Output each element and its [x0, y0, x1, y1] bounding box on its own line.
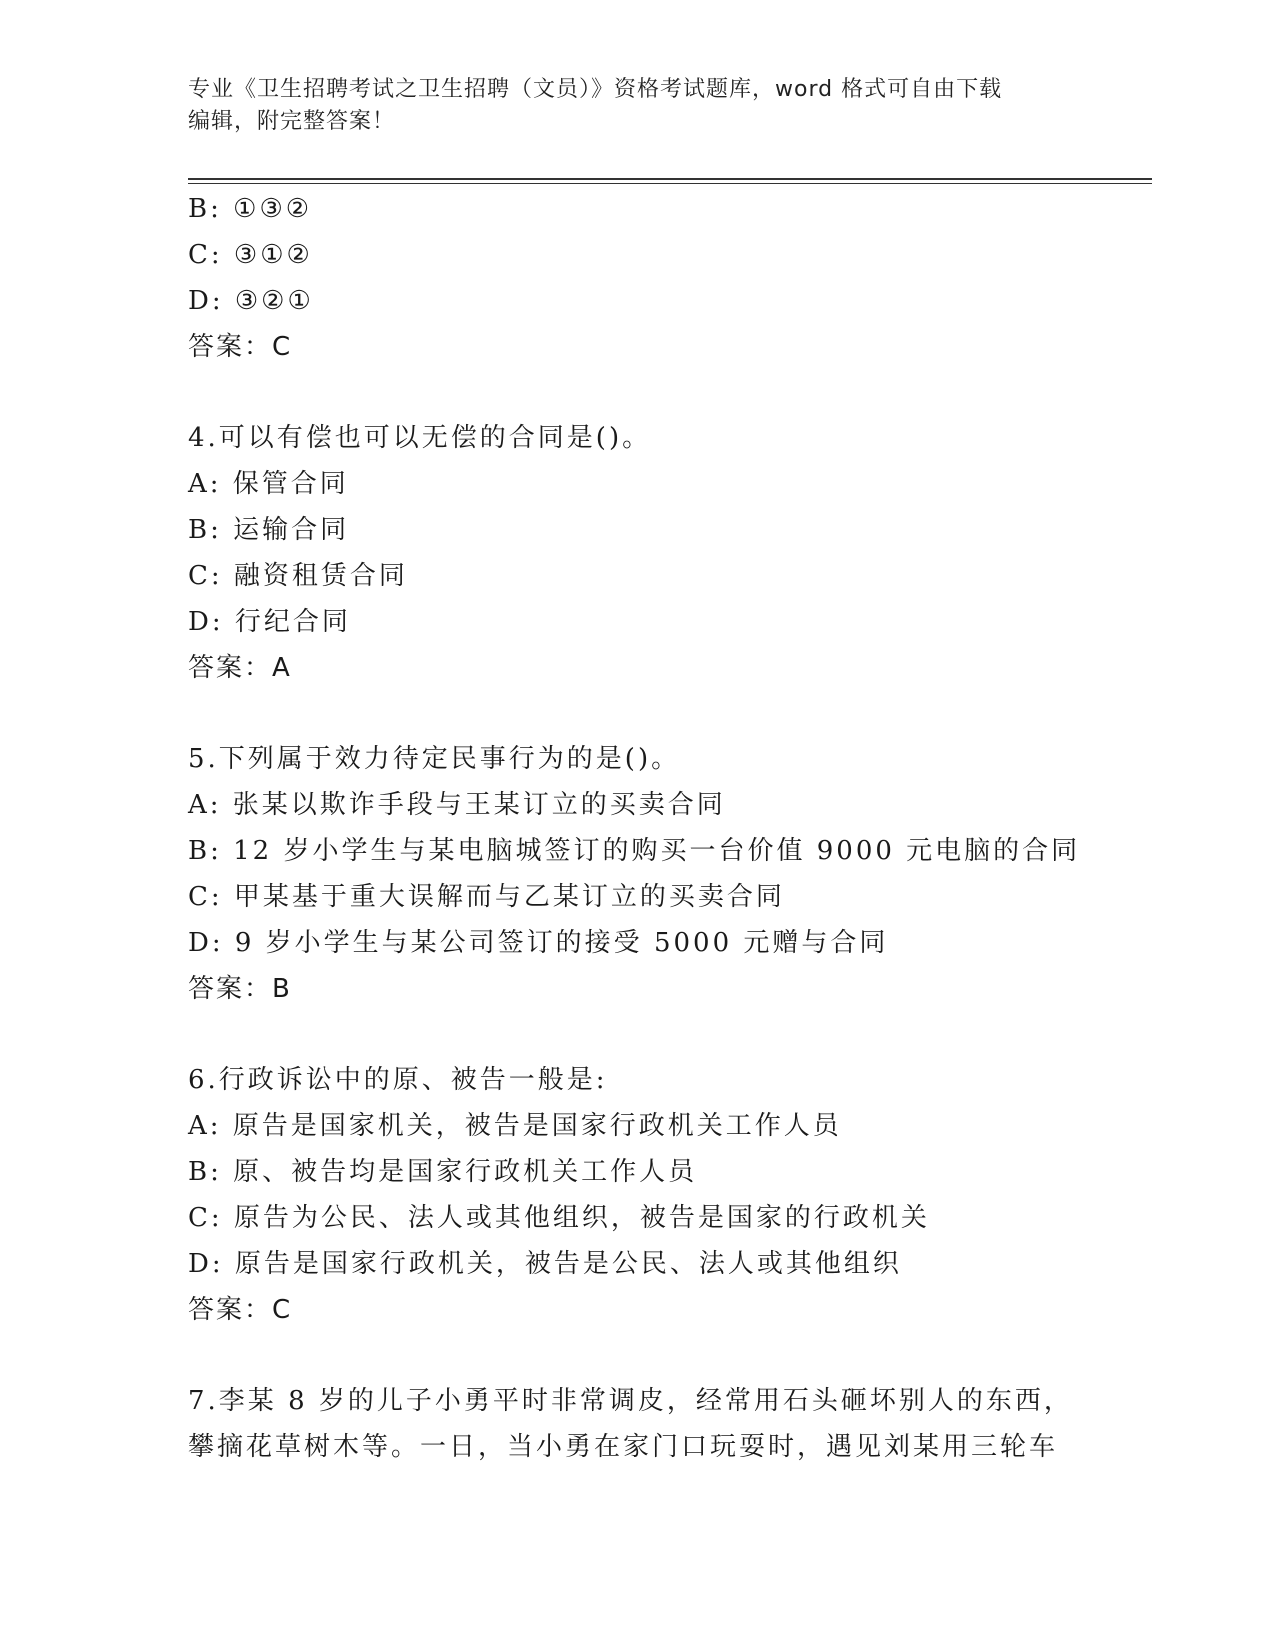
- answer-line: 答案：A: [188, 653, 292, 683]
- spacer: [188, 691, 1088, 736]
- option-c: C: ③①②: [188, 240, 313, 270]
- question-content: [188, 186, 1088, 1470]
- header-line-1: 专业《卫生招聘考试之卫生招聘（文员）》资格考试题库，word 格式可自由下载: [188, 77, 1003, 102]
- question-stem: 5.下列属于效力待定民事行为的是()。: [188, 744, 681, 774]
- spacer: [188, 1333, 1088, 1378]
- document-header: [188, 74, 1088, 138]
- question-4: [188, 415, 1088, 691]
- option-b: B: 12 岁小学生与某电脑城签订的购买一台价值 9000 元电脑的合同: [188, 836, 1081, 866]
- question-3-tail: [188, 186, 1088, 370]
- header-divider: [188, 178, 1152, 180]
- option-d: D: 行纪合同: [188, 607, 351, 637]
- header-line-2: 编辑，附完整答案！: [188, 109, 396, 134]
- answer-line: 答案：B: [188, 974, 292, 1004]
- option-d: D: ③②①: [188, 286, 314, 316]
- option-b: B: 运输合同: [188, 515, 350, 545]
- option-b: B: ①③②: [188, 194, 313, 224]
- option-c: C: 融资租赁合同: [188, 561, 408, 591]
- question-6: [188, 1057, 1088, 1333]
- question-stem: 6.行政诉讼中的原、被告一般是:: [188, 1065, 608, 1095]
- question-5: [188, 736, 1088, 1012]
- option-a: A: 张某以欺诈手段与王某订立的买卖合同: [188, 790, 726, 820]
- header-divider-thin: [188, 183, 1152, 184]
- option-d: D: 9 岁小学生与某公司签订的接受 5000 元赠与合同: [188, 928, 889, 958]
- answer-line: 答案：C: [188, 1295, 293, 1325]
- question-stem: 4.可以有偿也可以无偿的合同是()。: [188, 423, 652, 453]
- option-a: A: 保管合同: [188, 469, 349, 499]
- spacer: [188, 1012, 1088, 1057]
- answer-line: 答案：C: [188, 332, 293, 362]
- question-stem-line-1: 7.李某 8 岁的儿子小勇平时非常调皮，经常用石头砸坏别人的东西，: [188, 1386, 1073, 1416]
- option-b: B: 原、被告均是国家行政机关工作人员: [188, 1157, 698, 1187]
- question-stem-line-2: 攀摘花草树木等。一日，当小勇在家门口玩耍时，遇见刘某用三轮车: [188, 1432, 1059, 1462]
- spacer: [188, 370, 1088, 415]
- option-a: A: 原告是国家机关，被告是国家行政机关工作人员: [188, 1111, 842, 1141]
- question-7: [188, 1378, 1088, 1470]
- option-d: D: 原告是国家行政机关，被告是公民、法人或其他组织: [188, 1249, 902, 1279]
- option-c: C: 甲某基于重大误解而与乙某订立的买卖合同: [188, 882, 785, 912]
- option-c: C: 原告为公民、法人或其他组织，被告是国家的行政机关: [188, 1203, 930, 1233]
